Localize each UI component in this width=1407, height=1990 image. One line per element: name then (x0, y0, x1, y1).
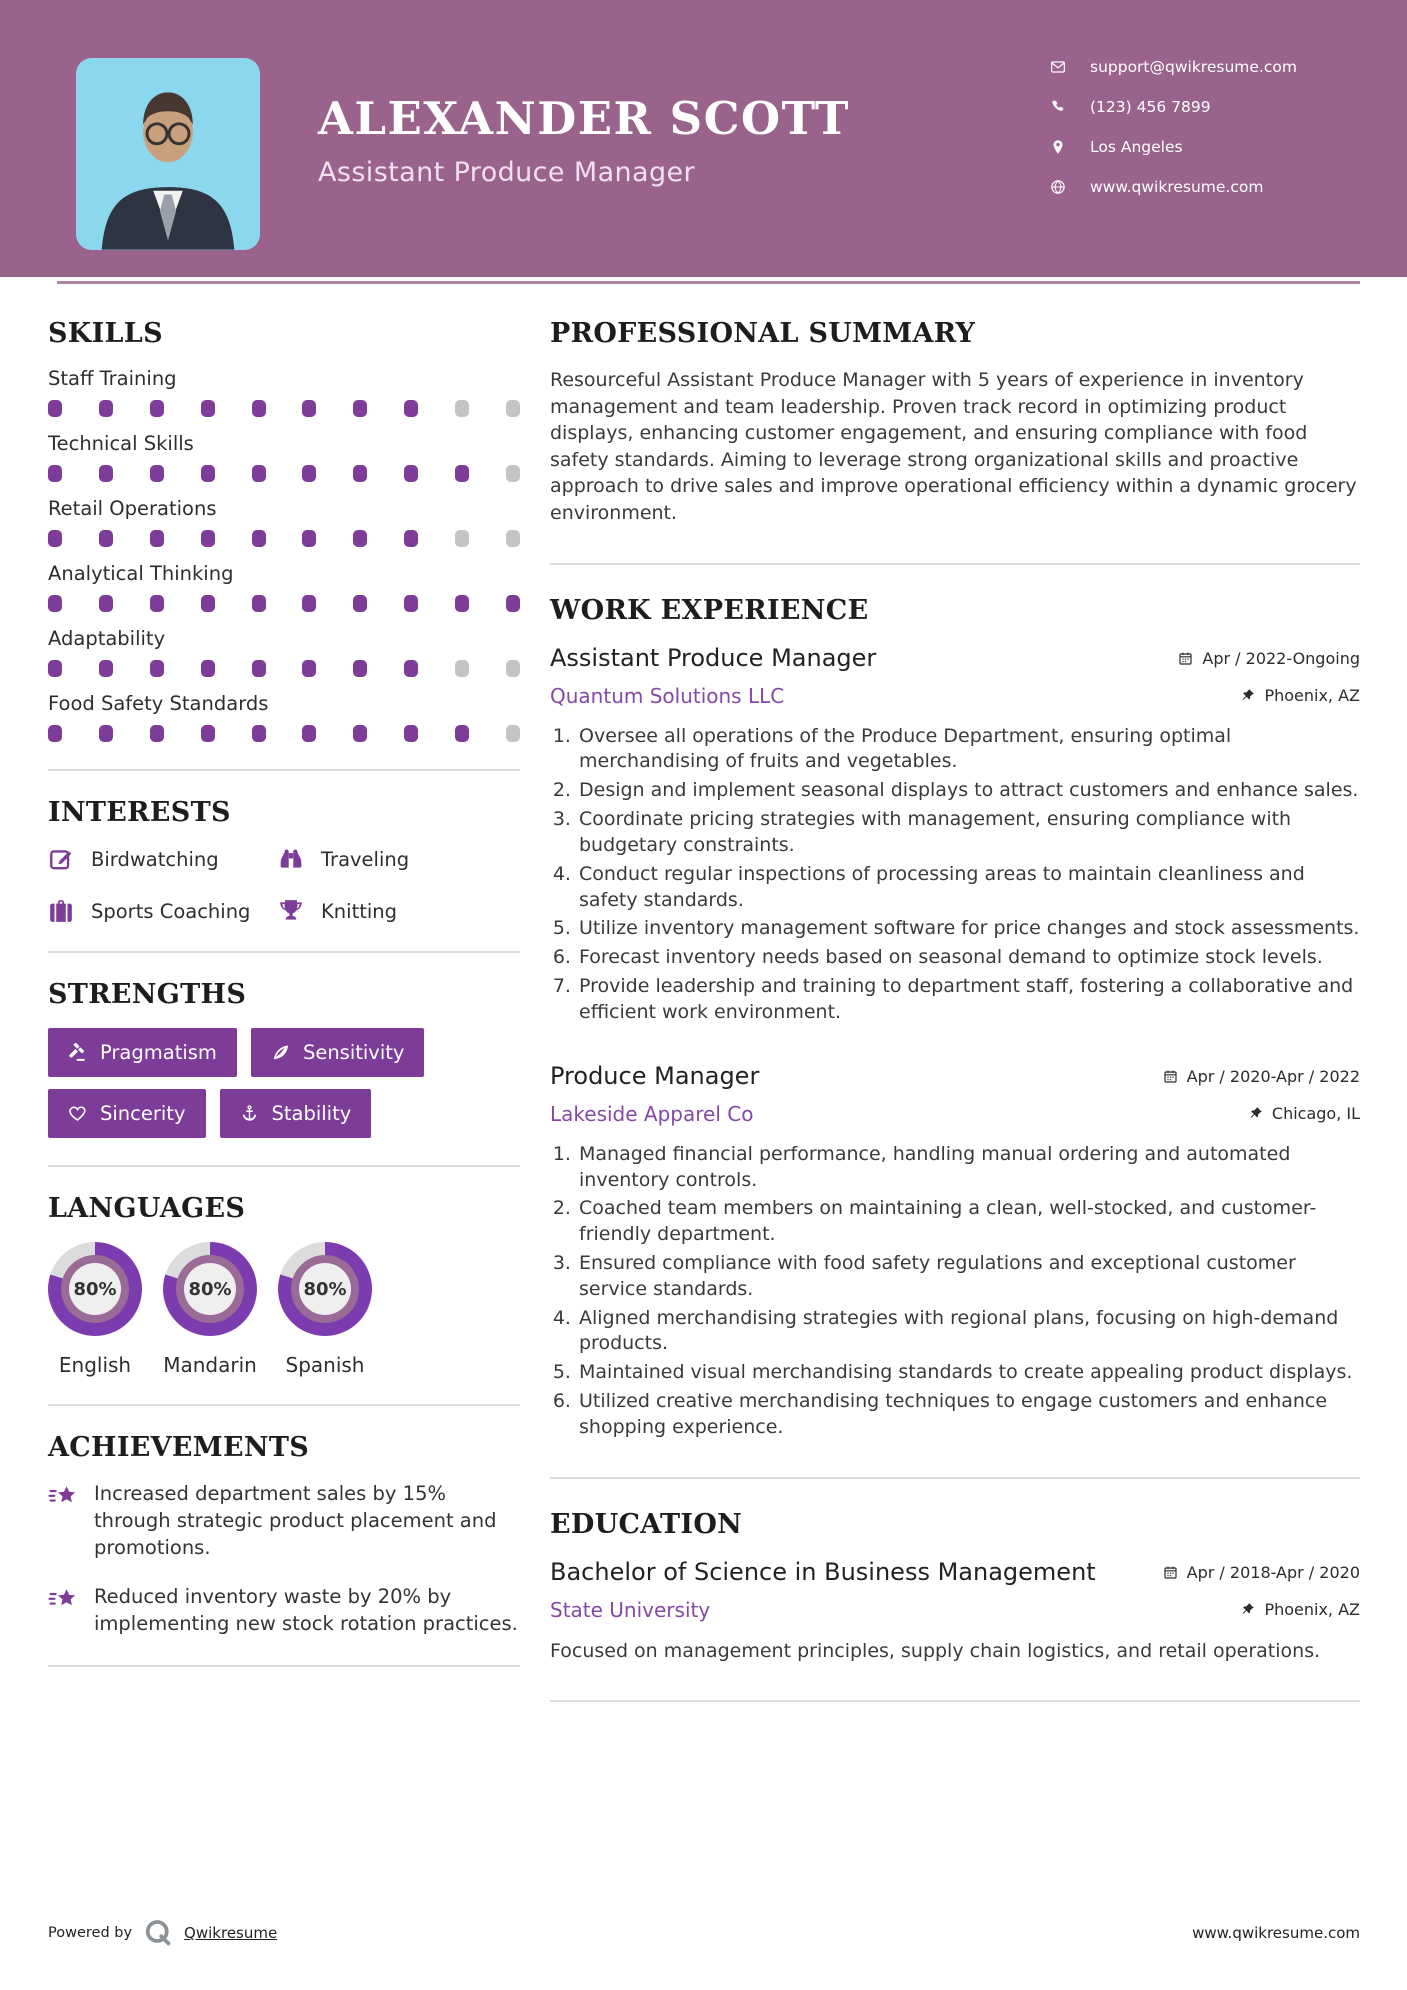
skill-dot (201, 465, 215, 482)
skill-dot (302, 725, 316, 742)
skill-label: Adaptability (48, 627, 166, 650)
job-bullet: 1. Managed financial performance, handling manual ordering and automated inventory controls. (577, 1142, 1360, 1194)
contact-text: support@qwikresume.com (1090, 58, 1297, 76)
skill-level-dots (48, 660, 520, 677)
job-bullet: 7. Provide leadership and training to department staff, fostering a collaborative and efficient work environment. (577, 974, 1360, 1026)
interests-list (48, 846, 520, 924)
skill-dot (353, 465, 367, 482)
skill-dot (404, 660, 418, 677)
gavel-icon (68, 1043, 87, 1062)
identity-block (318, 92, 850, 188)
skill-dot (506, 660, 520, 677)
leaf-icon (271, 1043, 290, 1062)
education-location (1240, 1600, 1360, 1619)
skill-item (48, 367, 520, 417)
education-date (1163, 1563, 1360, 1582)
school-name: State University (550, 1597, 711, 1622)
interests-section (48, 797, 520, 924)
divider (48, 1165, 520, 1167)
anchor-icon (240, 1104, 259, 1123)
skill-dot (99, 400, 113, 417)
star-icon (48, 1586, 78, 1616)
skill-dot (302, 465, 316, 482)
trophy-icon (278, 898, 304, 924)
job-location-text: Phoenix, AZ (1264, 686, 1360, 706)
language-item (163, 1242, 257, 1377)
language-percent: 80% (299, 1263, 351, 1315)
job-header (550, 644, 1360, 672)
job-bullet: 5. Maintained visual merchandising standards to create appealing product displays. (577, 1360, 1360, 1386)
education-heading: EDUCATION (550, 1508, 743, 1540)
skill-dot (201, 595, 215, 612)
job-bullet: 2. Design and implement seasonal displays to attract customers and enhance sales. (577, 778, 1360, 804)
skill-dot (302, 530, 316, 547)
skill-dot (201, 660, 215, 677)
language-donut-chart (48, 1242, 142, 1336)
skill-dot (150, 595, 164, 612)
skills-heading: SKILLS (48, 318, 163, 349)
achievement-item (48, 1481, 520, 1562)
interest-item (278, 846, 520, 872)
phone-icon (1050, 99, 1066, 115)
language-item (48, 1242, 142, 1377)
job-date (1178, 649, 1360, 668)
interest-item (278, 898, 520, 924)
divider (48, 1404, 520, 1406)
job-bullet: 3. Ensured compliance with food safety regulations and exceptional customer service standards. (577, 1251, 1360, 1303)
education-date-text: Apr / 2018-Apr / 2020 (1186, 1562, 1360, 1582)
job-location-text: Chicago, IL (1271, 1104, 1360, 1124)
languages-section (48, 1193, 520, 1377)
briefcase-icon (48, 898, 74, 924)
star-icon (48, 1483, 78, 1513)
skill-item (48, 562, 520, 612)
degree-title: Bachelor of Science in Business Management (550, 1557, 1096, 1586)
job-bullet: 6. Forecast inventory needs based on seasonal demand to optimize stock levels. (577, 945, 1360, 971)
divider (48, 1665, 520, 1667)
language-donut-chart (163, 1242, 257, 1336)
skill-dot (353, 595, 367, 612)
job-bullet: 1. Oversee all operations of the Produce Department, ensuring optimal merchandising of fruits and vegetables. (577, 724, 1360, 776)
skill-dot (99, 530, 113, 547)
pin-icon (1240, 688, 1255, 703)
skill-dot (455, 530, 469, 547)
interest-label: Knitting (321, 899, 398, 923)
skill-dot (252, 465, 266, 482)
pin-icon (1248, 1106, 1263, 1121)
skill-dot (150, 660, 164, 677)
divider (550, 1700, 1360, 1702)
strength-label: Sincerity (100, 1102, 186, 1125)
sidebar (48, 318, 520, 1693)
strengths-heading: STRENGTHS (48, 979, 247, 1010)
skill-label: Staff Training (48, 367, 177, 390)
contact-row (1050, 58, 1297, 76)
skill-dot (99, 595, 113, 612)
skill-dot (455, 465, 469, 482)
skill-dot (404, 595, 418, 612)
skill-level-dots (48, 725, 520, 742)
summary-section (550, 318, 1360, 527)
skill-dot (99, 725, 113, 742)
job-bullet: 3. Coordinate pricing strategies with management, ensuring compliance with budgetary constraints. (577, 807, 1360, 859)
skill-dot (455, 400, 469, 417)
calendar-icon (1163, 1565, 1178, 1580)
job-title: Produce Manager (550, 1061, 760, 1090)
skill-level-dots (48, 465, 520, 482)
skill-dot (48, 595, 62, 612)
languages-heading: LANGUAGES (48, 1193, 246, 1224)
skill-label: Analytical Thinking (48, 562, 234, 585)
language-donut-ring (61, 1255, 129, 1323)
contact-row (1050, 138, 1297, 156)
skill-dot (302, 595, 316, 612)
achievements-list (48, 1481, 520, 1638)
skill-dot (150, 530, 164, 547)
skill-dot (506, 530, 520, 547)
profile-photo (76, 58, 260, 250)
skill-label: Retail Operations (48, 497, 217, 520)
job-bullet-list (550, 724, 1360, 1026)
footer (48, 1918, 1360, 1948)
interest-item (48, 846, 278, 872)
email-icon (1050, 59, 1066, 75)
achievement-item (48, 1584, 520, 1638)
skill-dot (302, 660, 316, 677)
qwikresume-logo-icon (143, 1918, 173, 1948)
company-name: Lakeside Apparel Co (550, 1101, 754, 1126)
skill-dot (506, 465, 520, 482)
achievement-text: Increased department sales by 15% through strategic product placement and promotions. (94, 1482, 497, 1559)
education-section (550, 1509, 1360, 1665)
skills-list (48, 367, 520, 742)
calendar-icon (1178, 651, 1193, 666)
interest-label: Birdwatching (91, 847, 219, 871)
language-label: English (58, 1353, 132, 1377)
work-experience-section (550, 595, 1360, 1441)
skill-dot (48, 400, 62, 417)
candidate-title: Assistant Produce Manager (318, 157, 696, 188)
skill-dot (252, 595, 266, 612)
profile-photo-illustration (76, 58, 260, 250)
language-percent: 80% (184, 1263, 236, 1315)
skill-dot (353, 725, 367, 742)
divider (550, 563, 1360, 565)
skill-dot (150, 400, 164, 417)
job-bullet: 6. Utilized creative merchandising techniques to engage customers and enhance shopping experience. (577, 1389, 1360, 1441)
contact-row (1050, 98, 1297, 116)
binoculars-icon (278, 846, 304, 872)
job-date-text: Apr / 2022-Ongoing (1202, 648, 1360, 668)
location-icon (1050, 139, 1066, 155)
divider (48, 951, 520, 953)
job-header (550, 1062, 1360, 1090)
skill-dot (150, 465, 164, 482)
language-percent: 80% (69, 1263, 121, 1315)
interest-item (48, 898, 278, 924)
skills-section (48, 318, 520, 742)
skill-dot (201, 530, 215, 547)
skill-dot (506, 595, 520, 612)
content (0, 284, 1407, 1732)
skill-dot (455, 660, 469, 677)
skill-dot (201, 400, 215, 417)
achievements-heading: ACHIEVEMENTS (48, 1432, 310, 1463)
powered-by-label: Powered by (48, 1925, 133, 1941)
pen-square-icon (48, 846, 74, 872)
job-title: Assistant Produce Manager (550, 643, 877, 672)
skill-dot (252, 400, 266, 417)
language-donut-chart (278, 1242, 372, 1336)
interest-label: Sports Coaching (91, 899, 251, 923)
job-bullet: 5. Utilize inventory management software for price changes and stock assessments. (577, 916, 1360, 942)
strength-badge (220, 1089, 372, 1138)
contact-text: www.qwikresume.com (1090, 178, 1264, 196)
skill-dot (99, 660, 113, 677)
skill-dot (302, 400, 316, 417)
globe-icon (1050, 179, 1066, 195)
education-location-text: Phoenix, AZ (1264, 1600, 1360, 1620)
job-date-text: Apr / 2020-Apr / 2022 (1186, 1066, 1360, 1086)
work-heading: WORK EXPERIENCE (550, 594, 869, 626)
skill-item (48, 627, 520, 677)
education-entry (550, 1558, 1360, 1665)
skill-dot (404, 530, 418, 547)
language-label: Mandarin (163, 1353, 257, 1377)
job-subheader (550, 1102, 1360, 1126)
skill-dot (99, 465, 113, 482)
candidate-name: ALEXANDER SCOTT (318, 92, 850, 145)
interests-heading: INTERESTS (48, 797, 231, 828)
skill-dot (506, 725, 520, 742)
summary-heading: PROFESSIONAL SUMMARY (550, 318, 976, 349)
languages-list (48, 1242, 520, 1377)
summary-text: Resourceful Assistant Produce Manager with 5 years of experience in inventory management and team leadership. Proven track record in optimizing product displays, enhancing customer engagement, and ensuring compliance with food safety standards. Aiming to leverage strong organizational skills and proactive approach to drive sales and improve operational efficiency within a dynamic grocery environment. (550, 369, 1357, 524)
skill-dot (48, 660, 62, 677)
contact-list (1050, 58, 1297, 196)
skill-dot (48, 465, 62, 482)
company-name: Quantum Solutions LLC (550, 683, 785, 708)
strength-badge (48, 1028, 237, 1077)
skill-dot (455, 595, 469, 612)
language-item (278, 1242, 372, 1377)
strengths-section (48, 979, 520, 1138)
contact-text: Los Angeles (1090, 138, 1183, 156)
skill-dot (404, 465, 418, 482)
language-donut-ring (176, 1255, 244, 1323)
job-location (1240, 686, 1360, 705)
achievements-section (48, 1432, 520, 1638)
skill-dot (404, 400, 418, 417)
skill-dot (48, 530, 62, 547)
divider (550, 1477, 1360, 1479)
job-location (1248, 1104, 1360, 1123)
pin-icon (1240, 1602, 1255, 1617)
skill-label: Food Safety Standards (48, 692, 269, 715)
job-bullet: 2. Coached team members on maintaining a clean, well-stocked, and customer-friendly department. (577, 1196, 1360, 1248)
skill-dot (353, 530, 367, 547)
skill-dot (150, 725, 164, 742)
strength-badge (48, 1089, 206, 1138)
job-list (550, 644, 1360, 1441)
achievement-text: Reduced inventory waste by 20% by implementing new stock rotation practices. (94, 1584, 518, 1635)
skill-level-dots (48, 530, 520, 547)
skill-dot (252, 530, 266, 547)
skill-dot (201, 725, 215, 742)
skill-item (48, 432, 520, 482)
skill-dot (506, 400, 520, 417)
job-bullet-list (550, 1142, 1360, 1441)
skill-dot (252, 725, 266, 742)
skill-dot (353, 660, 367, 677)
skill-label: Technical Skills (48, 432, 194, 455)
strength-label: Stability (271, 1102, 352, 1125)
skill-item (48, 497, 520, 547)
skill-dot (404, 725, 418, 742)
contact-text: (123) 456 7899 (1090, 98, 1211, 116)
job-date (1163, 1067, 1360, 1086)
header (0, 0, 1407, 277)
job-subheader (550, 684, 1360, 708)
heart-icon (68, 1104, 87, 1123)
skill-dot (353, 400, 367, 417)
interest-label: Traveling (321, 847, 410, 871)
language-donut-ring (291, 1255, 359, 1323)
skill-level-dots (48, 595, 520, 612)
skill-level-dots (48, 400, 520, 417)
contact-row (1050, 178, 1297, 196)
job-bullet: 4. Conduct regular inspections of processing areas to maintain cleanliness and safety standards. (577, 862, 1360, 914)
skill-dot (252, 660, 266, 677)
skill-dot (455, 725, 469, 742)
footer-website: www.qwikresume.com (1192, 1924, 1360, 1942)
divider (48, 769, 520, 771)
job-entry (550, 644, 1360, 1026)
strength-badge (251, 1028, 425, 1077)
main-column (520, 318, 1360, 1732)
education-description: Focused on management principles, supply chain logistics, and retail operations. (550, 1639, 1321, 1662)
qwikresume-link[interactable]: Qwikresume (184, 1924, 278, 1942)
job-entry (550, 1062, 1360, 1441)
job-bullet: 4. Aligned merchandising strategies with regional plans, focusing on high-demand products. (577, 1306, 1360, 1358)
powered-by (48, 1918, 277, 1948)
strength-label: Sensitivity (302, 1041, 405, 1064)
skill-dot (48, 725, 62, 742)
skill-item (48, 692, 520, 742)
language-label: Spanish (285, 1353, 365, 1377)
strength-label: Pragmatism (100, 1041, 217, 1064)
calendar-icon (1163, 1069, 1178, 1084)
strengths-list (48, 1028, 520, 1138)
